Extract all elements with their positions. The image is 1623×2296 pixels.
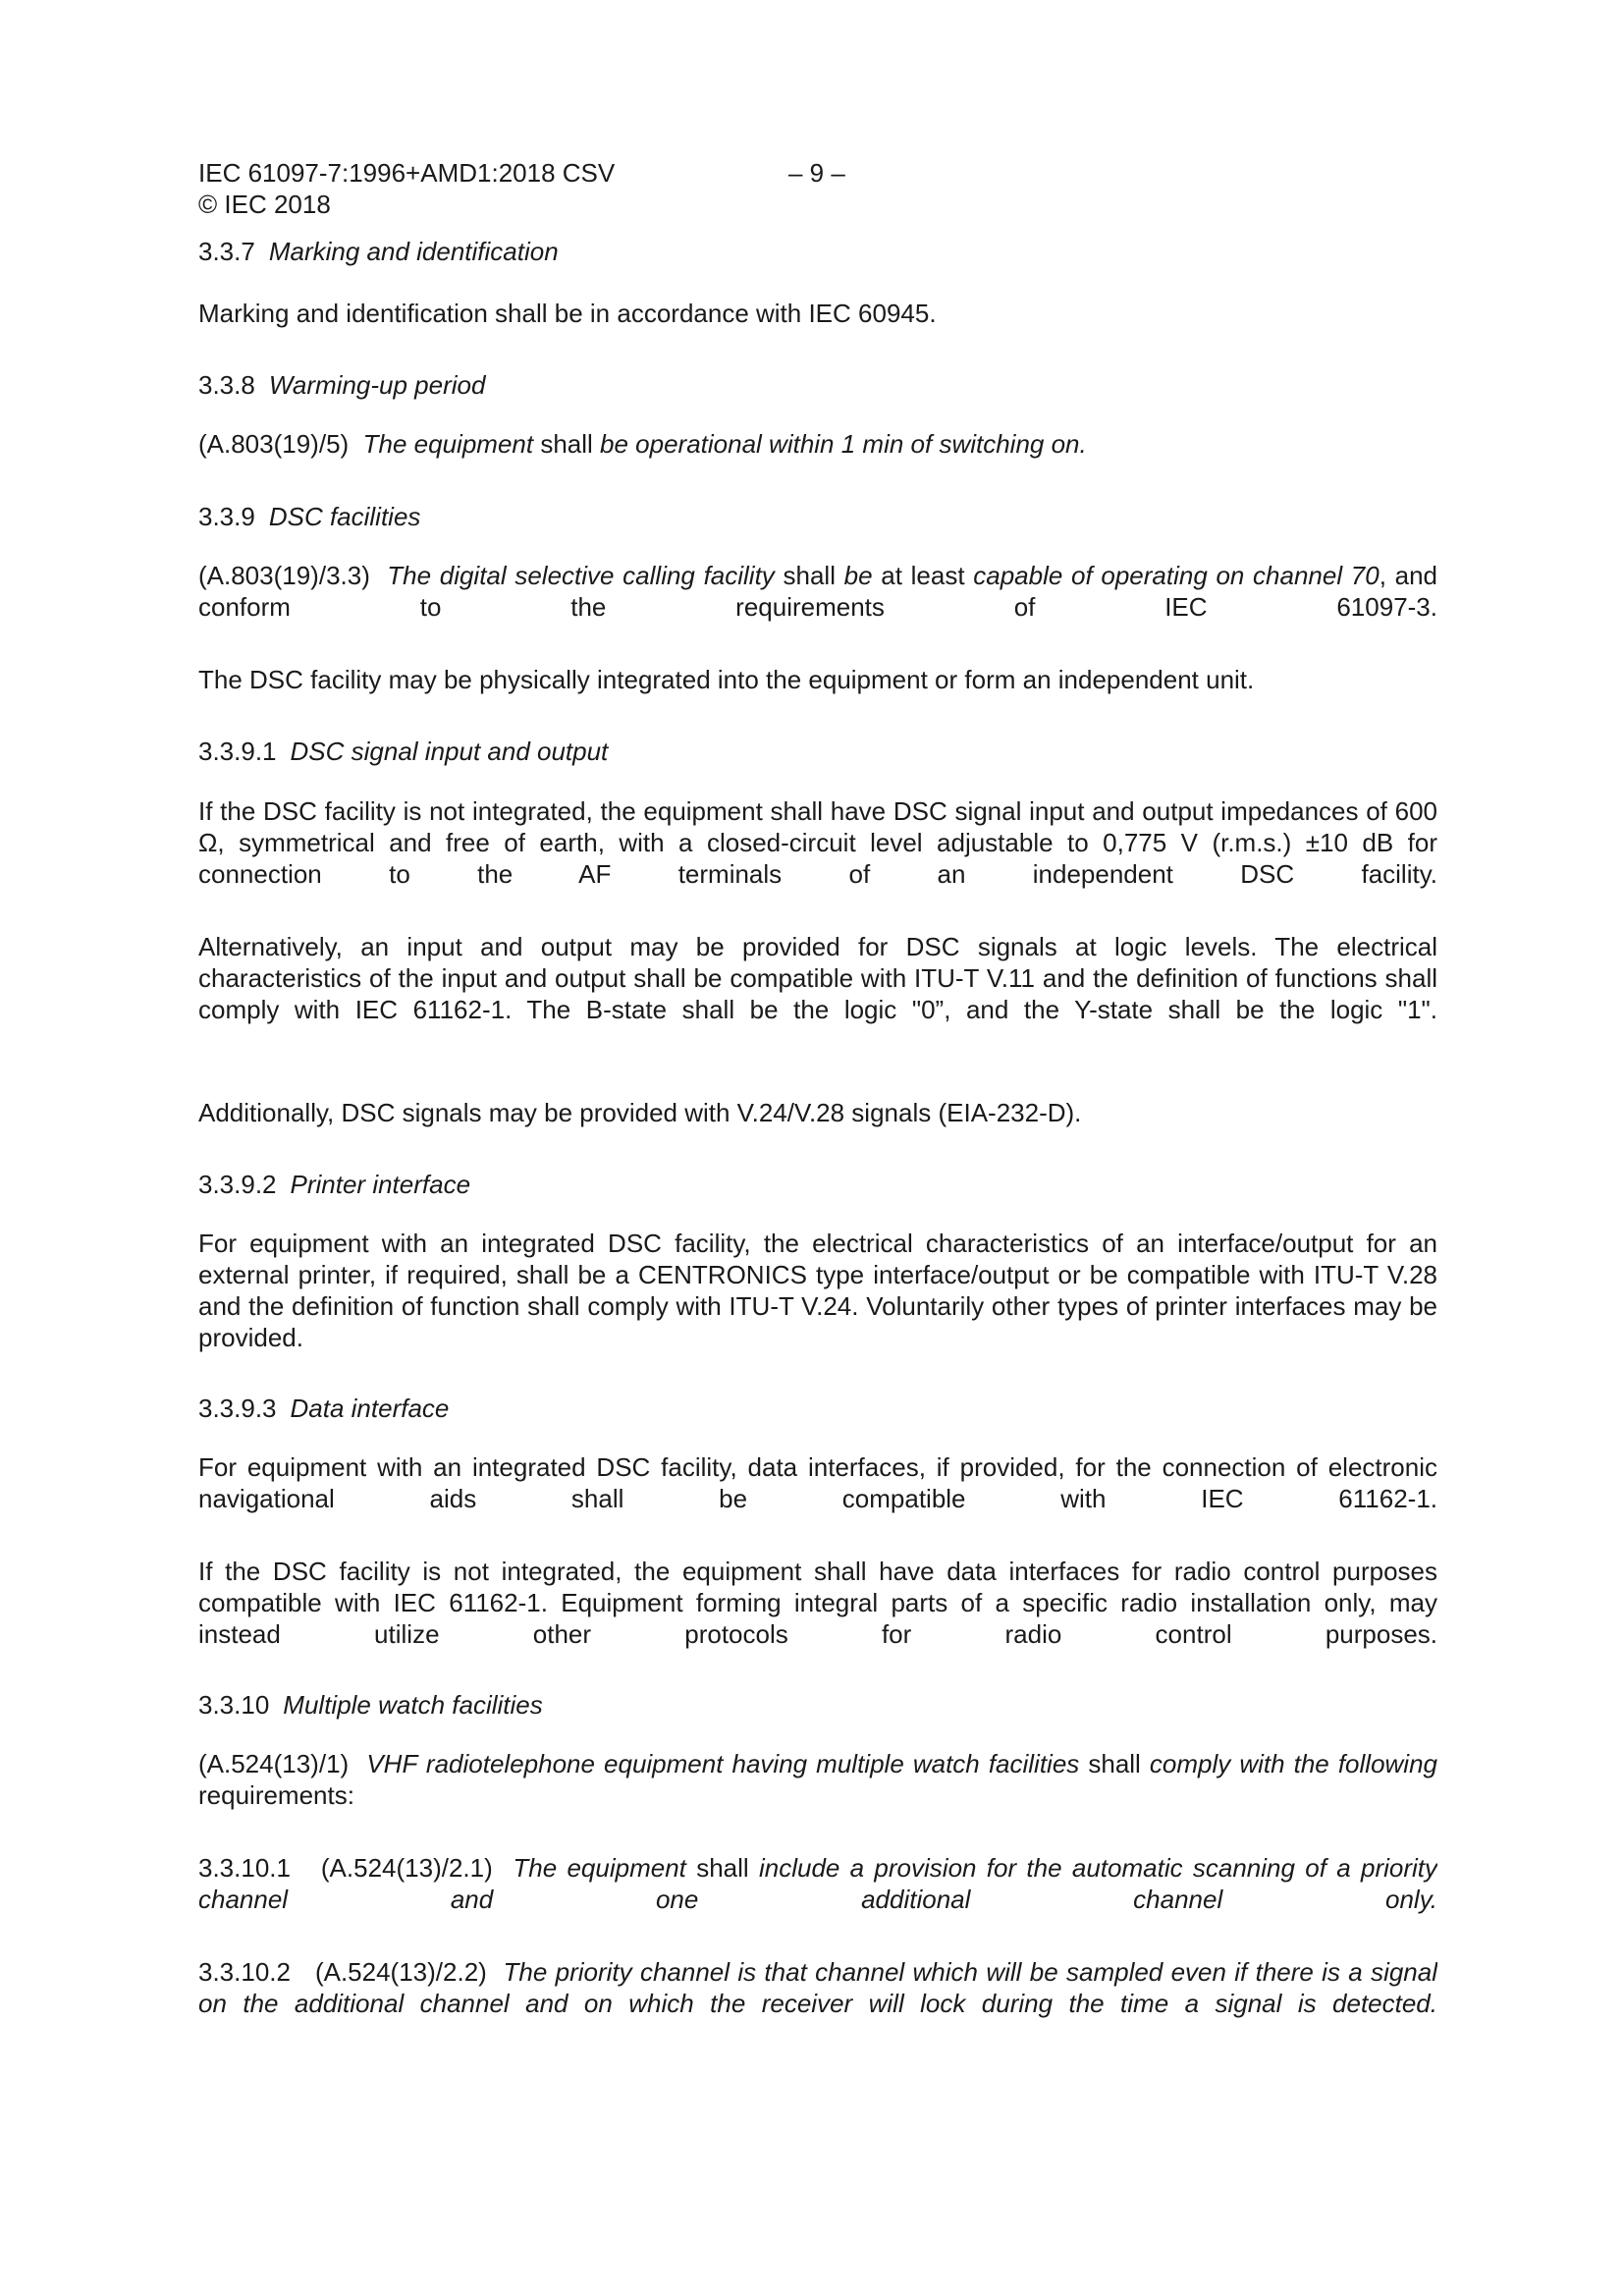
reference: (A.803(19)/3.3) — [198, 561, 370, 590]
heading-3-3-8 — [198, 369, 1437, 401]
section-title: Marking and identification — [268, 237, 559, 266]
paragraph-3-3-10-1 — [198, 1852, 1437, 1915]
section-number: 3.3.10.2 — [198, 1957, 291, 1987]
heading-3-3-9-1 — [198, 736, 1437, 767]
paragraph-3-3-9-b: The DSC facility may be physically integrated into the equipment or form an independent unit. — [198, 665, 1255, 694]
section-number: 3.3.9.1 — [198, 737, 277, 766]
reference: (A.524(13)/2.2) — [314, 1957, 487, 1987]
italic-text: The equipment — [362, 429, 534, 459]
paragraph-3-3-9-3-a: For equipment with an integrated DSC facility, data interfaces, if provided, for the connection of electronic navigational aids shall be compatible with IEC 61162-1. — [198, 1452, 1437, 1513]
heading-3-3-9-3 — [198, 1393, 1437, 1424]
section-title: DSC facilities — [268, 502, 421, 531]
italic-text: The priority channel is that channel which will be sampled even if there is a signal on the additional channel and on which the receiver will lock during the time a signal is detected. — [198, 1957, 1437, 2018]
page-number: – 9 – — [788, 158, 845, 188]
text: at least — [872, 561, 974, 590]
section-number: 3.3.10 — [198, 1690, 270, 1720]
italic-text: The equipment — [513, 1853, 686, 1883]
page-header — [198, 157, 615, 220]
reference: (A.524(13)/1) — [198, 1749, 350, 1778]
heading-3-3-10 — [198, 1689, 1437, 1721]
section-number: 3.3.9.3 — [198, 1394, 277, 1423]
reference: (A.803(19)/5) — [198, 429, 350, 459]
paragraph-3-3-9-3-b: If the DSC facility is not integrated, the equipment shall have data interfaces for radio control purposes compatible with IEC 61162-1. Equipment forming integral parts of a specific radio installation only, may instead utilize other protocols for radio control purposes. — [198, 1557, 1437, 1649]
paragraph-3-3-8 — [198, 428, 1437, 460]
section-number: 3.3.10.1 — [198, 1853, 291, 1883]
reference: (A.524(13)/2.1) — [320, 1853, 493, 1883]
italic-text: include a provision for the automatic scanning of a priority channel and one additional channel only. — [198, 1853, 1437, 1914]
paragraph-3-3-9 — [198, 560, 1437, 623]
italic-text: be — [843, 561, 873, 590]
section-number: 3.3.8 — [198, 370, 255, 400]
section-title: Data interface — [290, 1394, 450, 1423]
paragraph-3-3-9-1-c: Additionally, DSC signals may be provided with V.24/V.28 signals (EIA-232-D). — [198, 1098, 1082, 1127]
paragraph-3-3-10 — [198, 1748, 1437, 1811]
text: shall — [774, 561, 844, 590]
italic-text: The digital selective calling facility — [387, 561, 775, 590]
heading-3-3-9 — [198, 501, 1437, 532]
section-number: 3.3.9.2 — [198, 1170, 277, 1199]
section-number: 3.3.7 — [198, 237, 255, 266]
section-number: 3.3.9 — [198, 502, 255, 531]
italic-text: comply with the following — [1149, 1749, 1437, 1778]
document-identifier: IEC 61097-7:1996+AMD1:2018 CSV — [198, 158, 616, 188]
text: , and conform to the requirements of IEC 61097-3. — [198, 561, 1437, 622]
text: shall — [1079, 1749, 1150, 1778]
text: requirements: — [198, 1780, 354, 1810]
copyright-notice: © IEC 2018 — [198, 190, 331, 219]
section-title: Warming-up period — [268, 370, 486, 400]
italic-text: VHF radiotelephone equipment having multiple watch facilities — [366, 1749, 1080, 1778]
heading-3-3-9-2 — [198, 1169, 1437, 1200]
paragraph-3-3-10-2 — [198, 1956, 1437, 2050]
section-title: Multiple watch facilities — [283, 1690, 543, 1720]
paragraph-3-3-9-1-a: If the DSC facility is not integrated, the equipment shall have DSC signal input and output impedances of 600 Ω, symmetrical and free of earth, with a closed-circuit level adjustable to 0,775 V (r.m.s.) ±10 dB for connection to the AF terminals of an independent DSC facility. — [198, 796, 1437, 889]
paragraph-3-3-9-2: For equipment with an integrated DSC facility, the electrical characteristics of an interface/output for an external printer, if required, shall be a CENTRONICS type interface/output or be compatible with ITU-T V.28 and the definition of function shall comply with ITU-T V.24. Voluntarily other types of printer interfaces may be provided. — [198, 1229, 1437, 1352]
italic-text: be operational within 1 min of switching on. — [600, 429, 1087, 459]
paragraph-3-3-9-1-b: Alternatively, an input and output may be provided for DSC signals at logic levels. The electrical characteristics of the input and output shall be compatible with ITU-T V.11 and the definition of functions shall comply with IEC 61162-1. The B-state shall be the logic "0”, and the Y-state shall be the logic "1". — [198, 932, 1437, 1024]
italic-text: capable of operating on channel 70 — [973, 561, 1380, 590]
text: shall — [685, 1853, 759, 1883]
section-title: DSC signal input and output — [290, 737, 609, 766]
paragraph-3-3-7: Marking and identification shall be in accordance with IEC 60945. — [198, 299, 937, 328]
section-title: Printer interface — [290, 1170, 471, 1199]
text: shall — [533, 429, 601, 459]
heading-3-3-7 — [198, 236, 1437, 267]
